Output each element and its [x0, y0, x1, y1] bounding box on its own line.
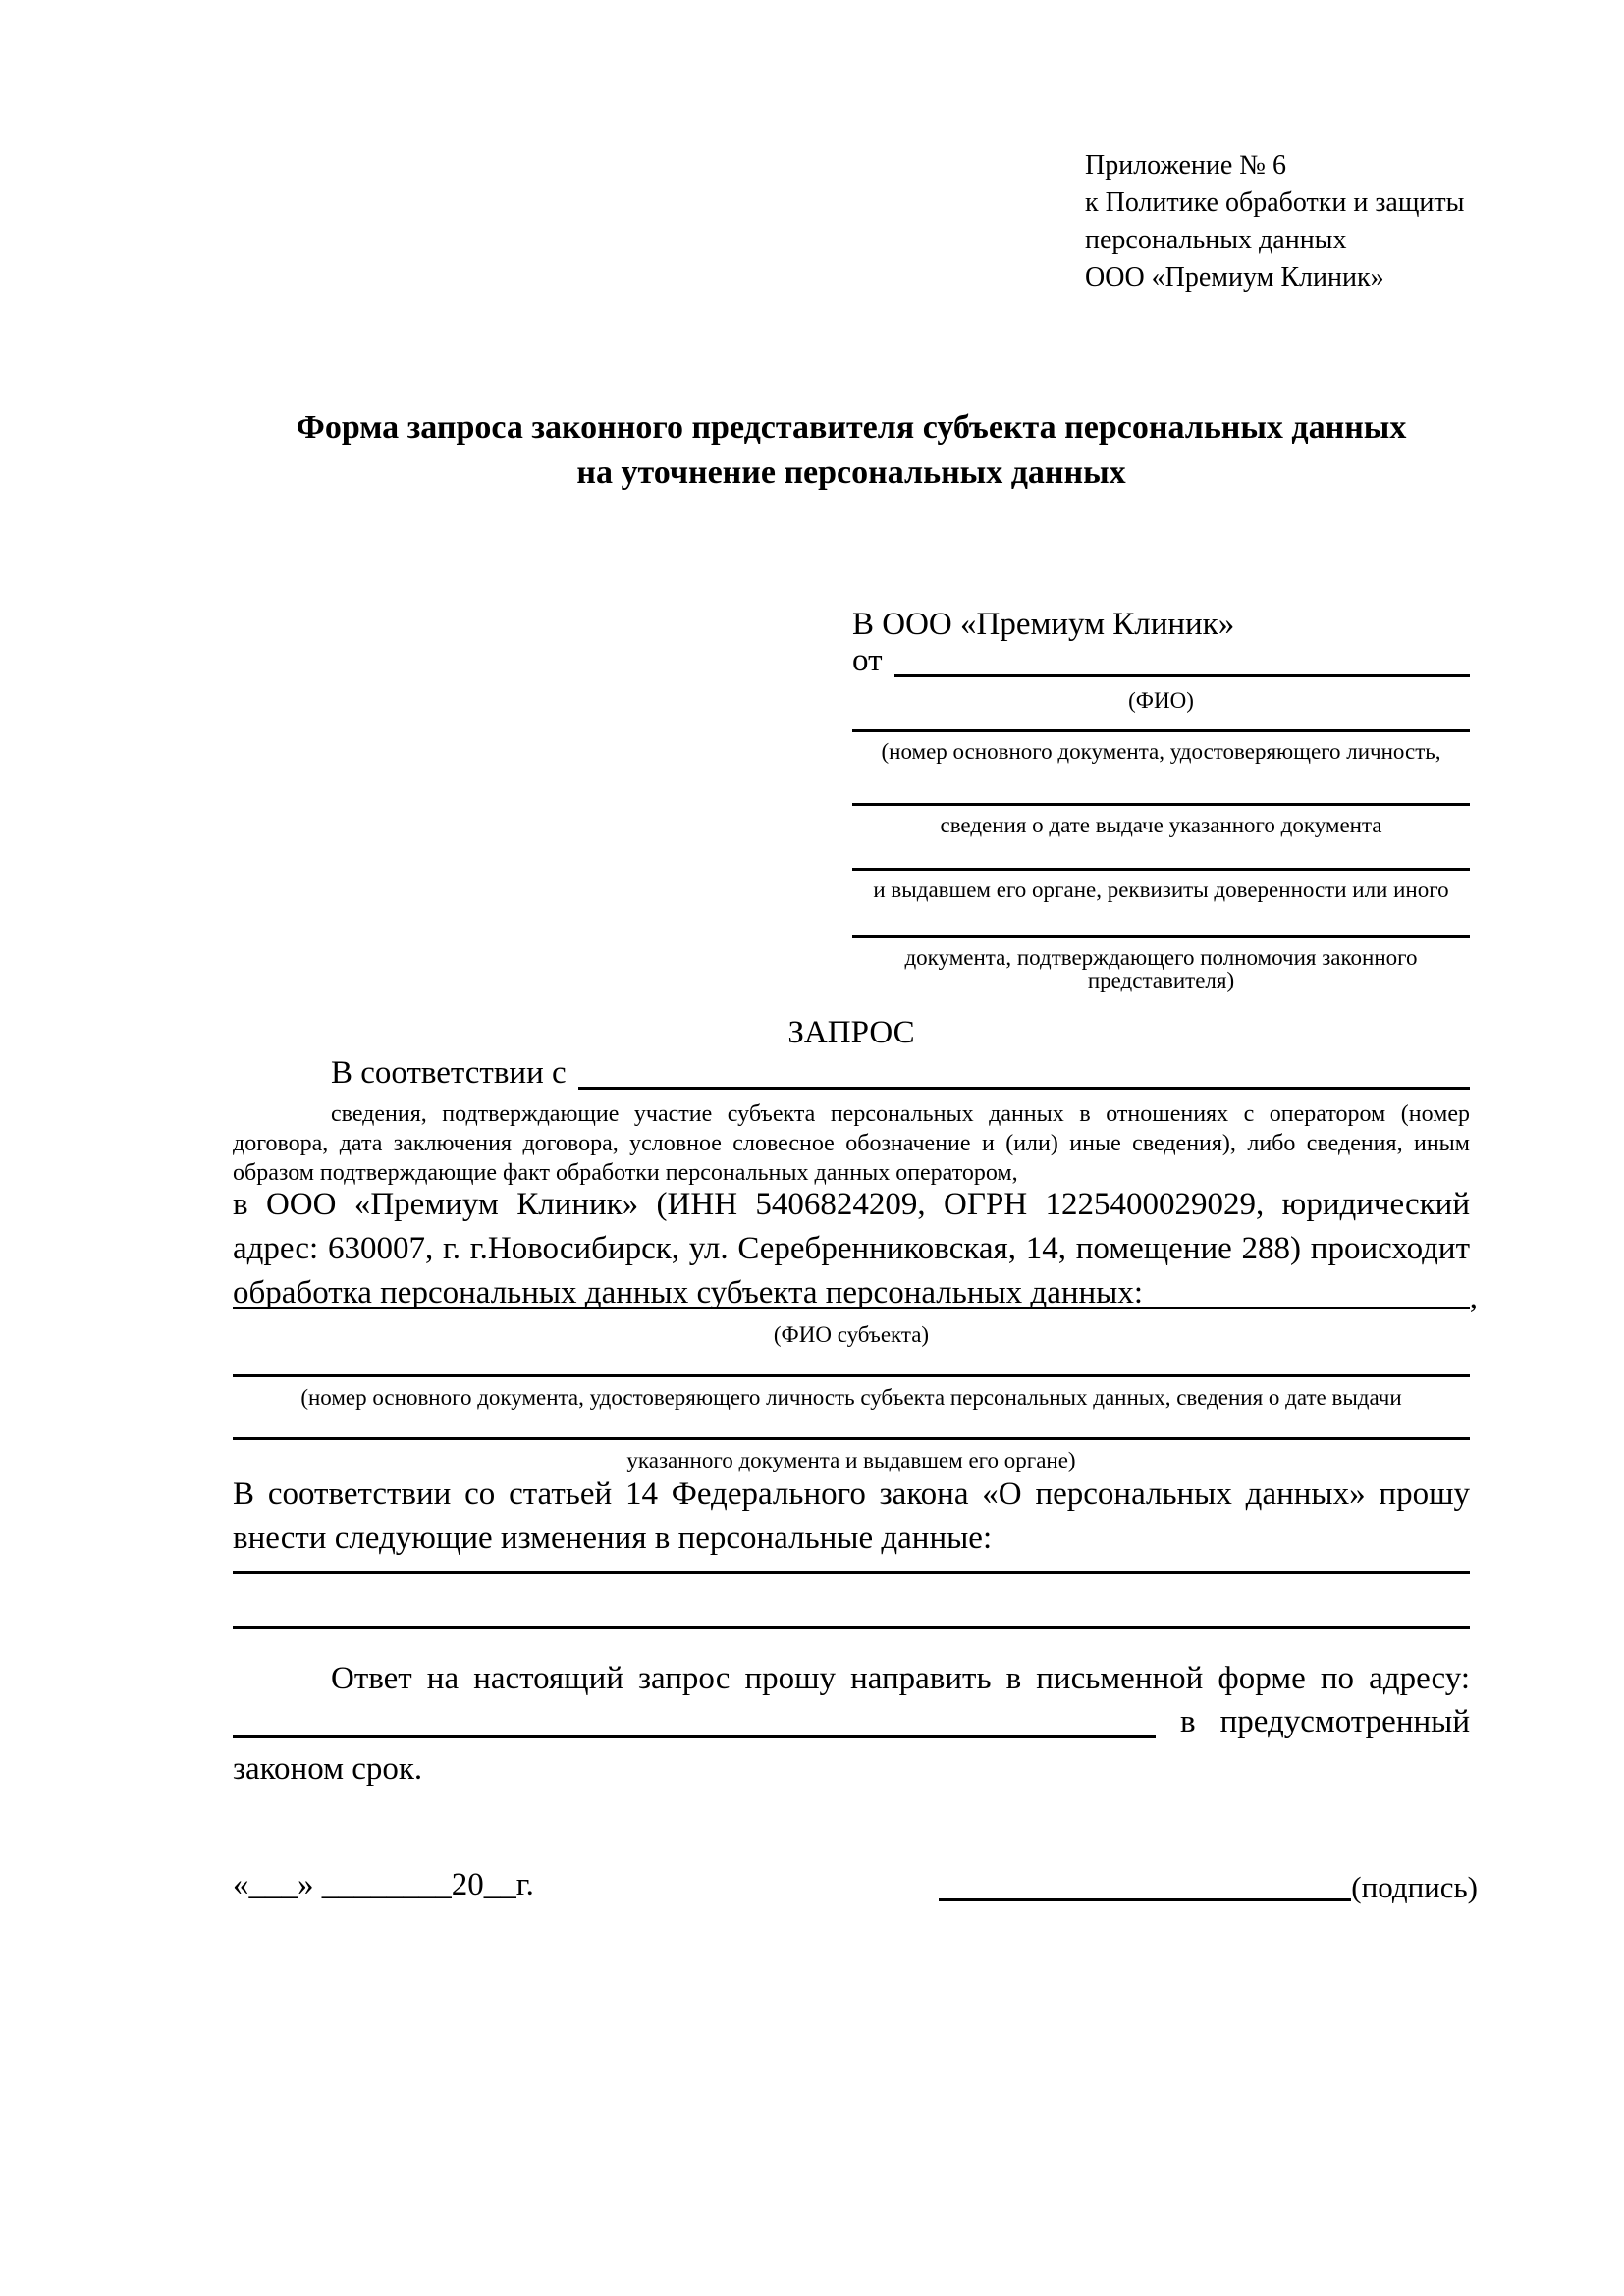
operator-paragraph: в ООО «Премиум Клиник» (ИНН 5406824209, ОГРН 1225400029029, юридический адрес: 630007, г. г.Новосибирск, ул. Серебренниковская, 14, помещение 288) происходит обработка персональных данных субъекта персональных данных:	[233, 1187, 1470, 1310]
date-blank: «___» ________20__г.	[233, 1867, 534, 1902]
document-title-line2: на уточнение персональных данных	[576, 454, 1126, 491]
answer-line-1: Ответ на настоящий запрос прошу направить в письменной форме по адресу:	[331, 1661, 1470, 1696]
answer-word-v: в	[1180, 1704, 1196, 1739]
accordance-label: В соответствии с	[331, 1055, 567, 1091]
annex-header	[1085, 147, 1527, 296]
doc-issue-date-caption: сведения о дате выдаче указанного документа	[940, 813, 1382, 837]
subject-fio-caption: (ФИО субъекта)	[773, 1322, 930, 1347]
document-title-line1: Форма запроса законного представителя субъекта персональных данных	[296, 409, 1407, 446]
request-heading: ЗАПРОС	[787, 1015, 915, 1050]
representative-doc-caption: (номер основного документа, удостоверяющего личность,	[881, 739, 1441, 764]
footnote-paragraph: сведения, подтверждающие участие субъекта персональных данных в отношениях с оператором (номер договора, дата заключения договора, условное словесное обозначение и (или) иные сведения), либо сведения, иным образом подтверждающие факт обработки персональных данных оператором,	[233, 1101, 1470, 1186]
answer-word-predusmotrenny: предусмотренный	[1219, 1704, 1470, 1739]
annex-header-line: ООО «Премиум Клиник»	[1085, 262, 1384, 293]
subject-doc-blank-line-1	[233, 1374, 1470, 1377]
from-name-blank-line	[894, 674, 1471, 677]
representative-doc-blank-line	[852, 729, 1470, 732]
document-title	[233, 405, 1470, 496]
doc-issue-date-blank-line	[852, 803, 1470, 806]
subject-fio-row	[233, 1276, 1478, 1315]
subject-doc-blank-line-2	[233, 1437, 1470, 1440]
answer-line-3: законом срок.	[233, 1751, 423, 1787]
addressee-from-row	[852, 640, 1470, 683]
signature-caption: (подпись)	[1351, 1870, 1478, 1904]
signature-blank-line	[939, 1898, 1351, 1901]
signature-row	[233, 1863, 1478, 1907]
law-paragraph: В соответствии со статьей 14 Федерального закона «О персональных данных» прошу внести следующие изменения в персональные данные:	[233, 1476, 1470, 1556]
accordance-row	[233, 1052, 1470, 1095]
accordance-blank-line	[578, 1087, 1470, 1090]
fio-caption: (ФИО)	[1128, 688, 1194, 713]
authority-doc-caption: документа, подтверждающего полномочия законного представителя)	[904, 945, 1418, 992]
subject-doc-caption-1: (номер основного документа, удостоверяющего личность субъекта персональных данных, сведения о дате выдачи	[300, 1385, 1402, 1410]
changes-blank-line-2	[233, 1626, 1470, 1629]
annex-header-line: Приложение № 6	[1085, 150, 1286, 181]
trailing-comma: ,	[1469, 1280, 1478, 1315]
answer-address-row	[233, 1701, 1470, 1744]
answer-address-blank-line	[233, 1735, 1156, 1738]
from-label: от	[852, 643, 883, 678]
changes-blank-line-1	[233, 1571, 1470, 1574]
annex-header-line: к Политике обработки и защиты	[1085, 187, 1465, 218]
authority-doc-blank-line	[852, 935, 1470, 938]
addressee-to: В ООО «Премиум Клиник»	[852, 607, 1235, 642]
subject-doc-caption-2: указанного документа и выдавшем его органе)	[626, 1448, 1076, 1472]
issuing-authority-blank-line	[852, 868, 1470, 871]
issuing-authority-caption: и выдавшем его органе, реквизиты доверенности или иного	[873, 878, 1449, 902]
annex-header-line: персональных данных	[1085, 225, 1347, 255]
subject-fio-blank-line	[233, 1307, 1470, 1309]
